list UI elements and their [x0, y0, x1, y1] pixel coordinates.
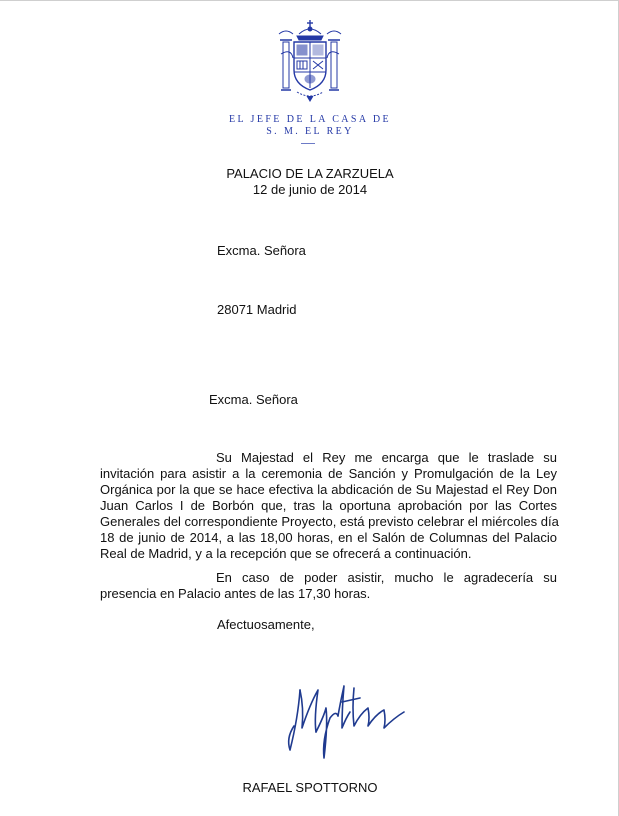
closing: Afectuosamente,	[217, 617, 315, 632]
letterhead-divider	[301, 143, 315, 144]
letter-date: 12 de junio de 2014	[252, 182, 368, 197]
royal-coat-of-arms-icon	[277, 18, 343, 102]
paragraph-line: Real de Madrid, y a la recepción que se ofrecerá a continuación.	[100, 546, 472, 561]
paragraph-line: presencia en Palacio antes de las 17,30 horas.	[100, 586, 371, 601]
place-heading: PALACIO DE LA ZARZUELA	[226, 166, 394, 181]
paragraph-line: invitación para asistir a la ceremonia de Sanción y Promulgación de la Ley	[100, 466, 557, 481]
letterhead-title-line1: EL JEFE DE LA CASA DE	[229, 114, 391, 125]
paragraph-line: Generales del correspondiente Proyecto, está previsto celebrar el miércoles día	[100, 514, 559, 529]
paragraph-line: Su Majestad el Rey me encarga que le traslade su	[216, 450, 557, 465]
recipient-city: 28071 Madrid	[217, 302, 297, 317]
paragraph-line: En caso de poder asistir, mucho le agradecería su	[216, 570, 557, 585]
greeting: Excma. Señora	[209, 392, 298, 407]
paragraph-line: Juan Carlos I de Borbón que, tras la oportuna aprobación por las Cortes	[100, 498, 557, 513]
recipient-title: Excma. Señora	[217, 243, 306, 258]
body-paragraph-1	[100, 450, 557, 562]
letterhead-title-line2: S. M. EL REY	[266, 126, 354, 137]
page-top-border	[0, 0, 619, 1]
body-paragraph-2	[100, 570, 557, 602]
paragraph-line: 18 de junio de 2014, a las 18,00 horas, en el Salón de Columnas del Palacio	[100, 530, 557, 545]
handwritten-signature	[280, 668, 420, 760]
signatory-name: RAFAEL SPOTTORNO	[242, 780, 378, 795]
paragraph-line: Orgánica por la que se hace efectiva la abdicación de Su Majestad el Rey Don	[100, 482, 557, 497]
